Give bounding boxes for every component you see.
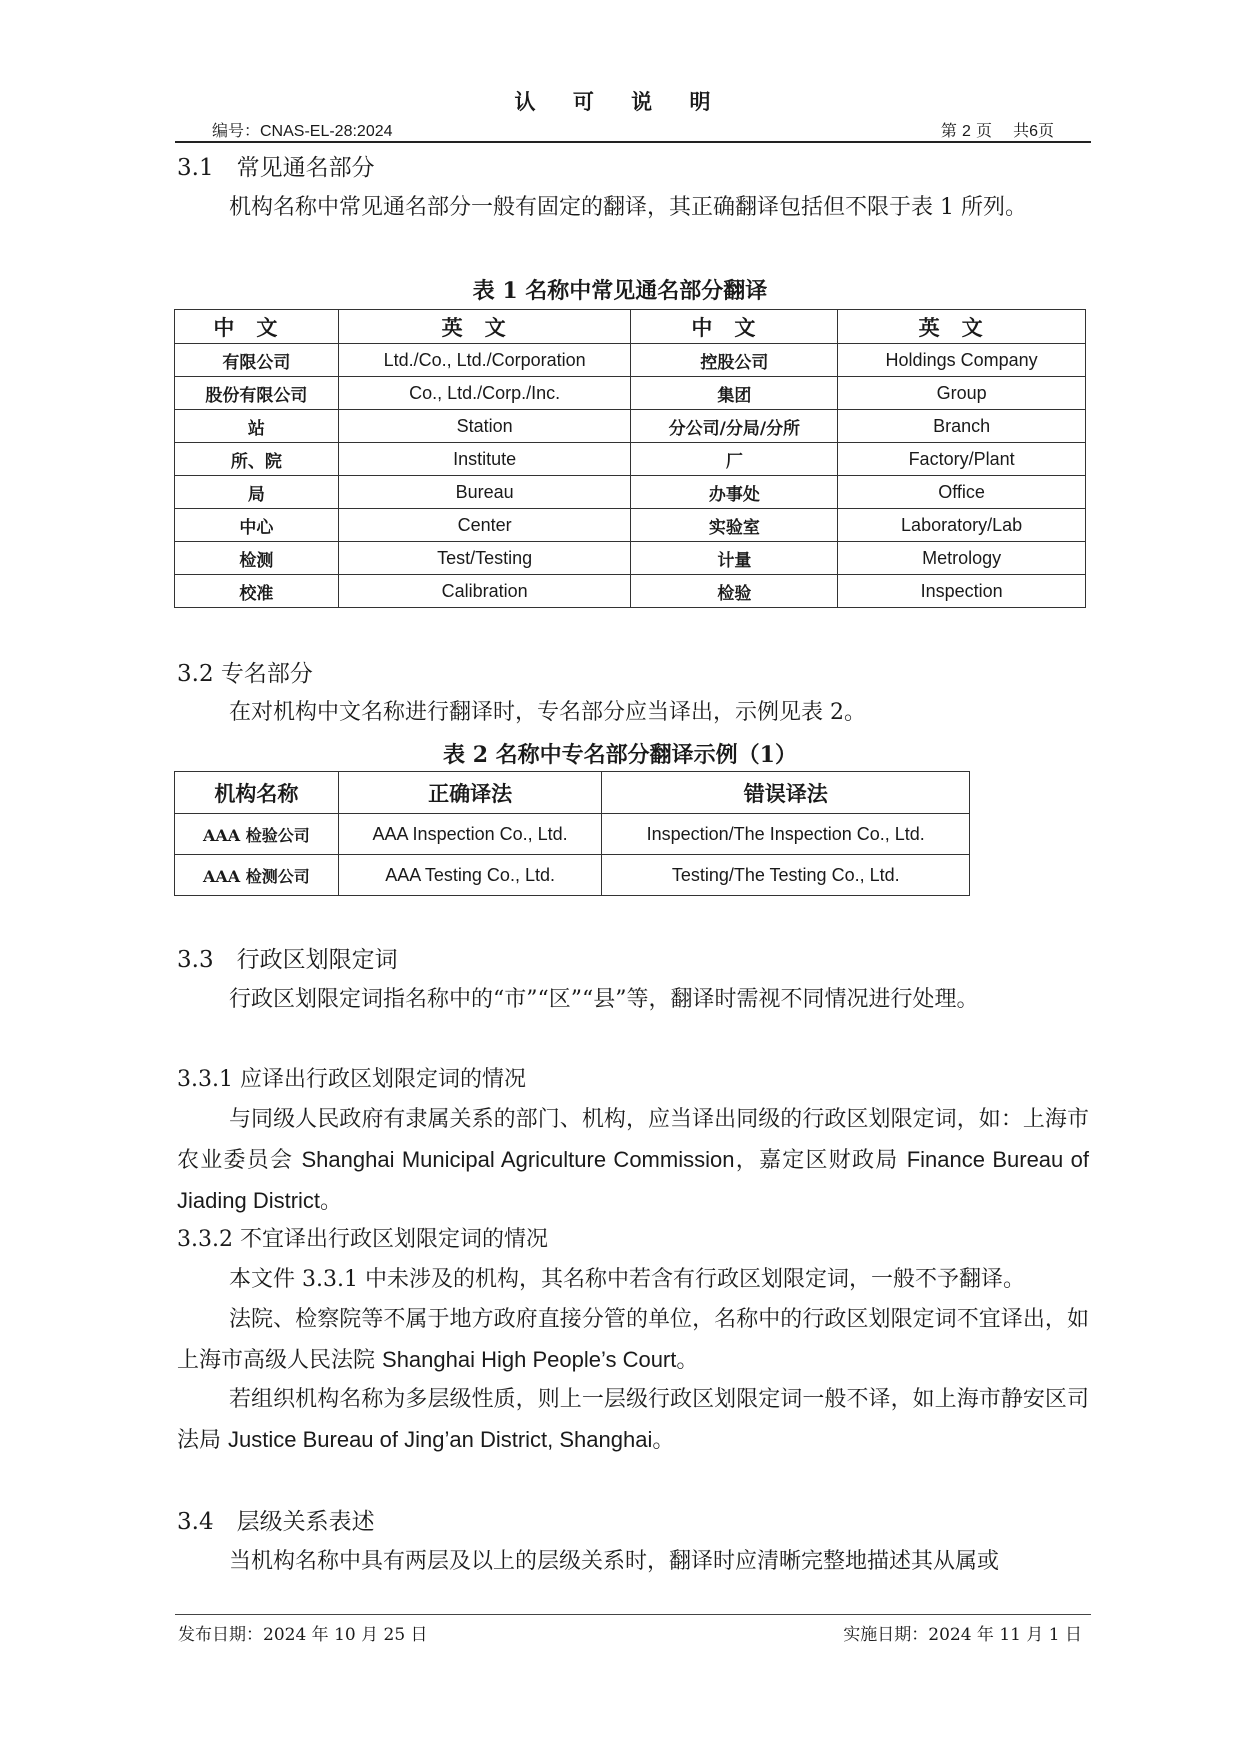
issue-date: 发布日期：2024 年 10 月 25 日 (178, 1625, 428, 1645)
table-2 (174, 771, 970, 896)
cell-chinese: 检测 (175, 542, 339, 575)
header-cell: 英文 (838, 310, 1086, 344)
page-label-mid: 页 共 (970, 121, 1030, 140)
section-3-3-1-heading: 3.3.1 应译出行政区划限定词的情况 (177, 1067, 526, 1092)
page-total: 6 (1029, 123, 1038, 140)
cell-chinese: 中心 (175, 509, 339, 542)
header-cell: 英文 (338, 310, 631, 344)
english-term: Justice Bureau of Jing’an District, Shanghai (228, 1427, 653, 1452)
cell-chinese: 局 (175, 476, 339, 509)
cell-english: Co., Ltd./Corp./Inc. (338, 377, 631, 410)
text-run: 与同级人民政府有隶属关系的部门、机构，应当译出同级的行政区划限定词，如：上海市农业委员会 (177, 1107, 1089, 1173)
header-cell: 正确译法 (338, 772, 602, 814)
cell-chinese: 有限公司 (175, 344, 339, 377)
table-row (175, 476, 1086, 509)
cell-english: Office (838, 476, 1086, 509)
text-run: 。 (676, 1348, 699, 1373)
footer-rule (175, 1614, 1091, 1615)
section-3-3-paragraph: 行政区划限定词指名称中的“市”“区”“县”等，翻译时需视不同情况进行处理。 (229, 987, 979, 1012)
section-3-4-paragraph: 当机构名称中具有两层及以上的层级关系时，翻译时应清晰完整地描述其从属或 (229, 1549, 1000, 1574)
header-cell: 中文 (631, 310, 838, 344)
table-row (175, 410, 1086, 443)
table-row (175, 377, 1086, 410)
table-2-caption: 表 2 名称中专名部分翻译示例（1） (443, 742, 797, 768)
section-3-3-2-paragraph-2 (177, 1300, 1089, 1381)
table-1-caption: 表 1 名称中常见通名部分翻译 (472, 278, 768, 304)
header-cell: 机构名称 (175, 772, 339, 814)
page-indicator (941, 118, 1054, 141)
header-cell: 错误译法 (602, 772, 970, 814)
cell-english: Group (838, 377, 1086, 410)
table-row (175, 855, 970, 896)
table-header-row (175, 310, 1086, 344)
cell-correct: AAA Testing Co., Ltd. (338, 855, 602, 896)
cell-chinese: 检验 (631, 575, 838, 608)
cell-english: Test/Testing (338, 542, 631, 575)
cell-chinese: 分公司/分局/分所 (631, 410, 838, 443)
cell-english: Center (338, 509, 631, 542)
cell-english: Branch (838, 410, 1086, 443)
section-3-3-1-paragraph (177, 1100, 1089, 1222)
cell-chinese: 计量 (631, 542, 838, 575)
cell-english: Inspection (838, 575, 1086, 608)
cell-correct: AAA Inspection Co., Ltd. (338, 814, 602, 855)
cell-organization: AAA 检测公司 (175, 855, 339, 896)
cell-english: Ltd./Co., Ltd./Corporation (338, 344, 631, 377)
effective-date: 实施日期：2024 年 11 月 1 日 (843, 1625, 1082, 1645)
document-title: 认 可 说 明 (514, 89, 726, 114)
header-cell: 中文 (175, 310, 339, 344)
table-row (175, 509, 1086, 542)
section-3-3-2-paragraph-1: 本文件 3.3.1 中未涉及的机构，其名称中若含有行政区划限定词，一般不予翻译。 (229, 1267, 1025, 1292)
cell-english: Holdings Company (838, 344, 1086, 377)
page-label-post: 页 (1037, 121, 1054, 140)
cell-chinese: 厂 (631, 443, 838, 476)
text-run: 。 (652, 1428, 675, 1453)
document-number: 编号：CNAS-EL-28:2024 (212, 123, 393, 140)
cell-chinese: 实验室 (631, 509, 838, 542)
section-3-3-heading: 3.3 行政区划限定词 (177, 947, 398, 973)
cell-english: Station (338, 410, 631, 443)
text-run: 法院、检察院等不属于地方政府直接分管的单位，名称中的行政区划限定词不宜译出，如上海市高级人民法院 (177, 1307, 1089, 1373)
table-row (175, 814, 970, 855)
cell-chinese: 所、院 (175, 443, 339, 476)
text-run: ，嘉定区财政局 (734, 1148, 899, 1173)
cell-incorrect: Inspection/The Inspection Co., Ltd. (602, 814, 970, 855)
english-term: Shanghai High People’s Court (382, 1347, 677, 1372)
text-run: 若组织机构名称为多层级性质，则上一层级行政区划限定词一般不译，如上海市静安区司法局 (177, 1387, 1089, 1453)
table-row (175, 575, 1086, 608)
cell-chinese: 控股公司 (631, 344, 838, 377)
page-label-pre: 第 (940, 121, 962, 140)
section-3-3-2-heading: 3.3.2 不宜译出行政区划限定词的情况 (177, 1227, 548, 1252)
english-term: Finance Bureau of Jiading District (177, 1147, 1089, 1213)
section-3-4-heading: 3.4 层级关系表述 (177, 1509, 375, 1535)
cell-chinese: 集团 (631, 377, 838, 410)
cell-english: Metrology (838, 542, 1086, 575)
cell-english: Factory/Plant (838, 443, 1086, 476)
section-3-3-2-paragraph-3 (177, 1380, 1089, 1461)
cell-english: Laboratory/Lab (838, 509, 1086, 542)
cell-chinese: 站 (175, 410, 339, 443)
cell-organization: AAA 检验公司 (175, 814, 339, 855)
section-3-1-heading: 3.1 常见通名部分 (177, 155, 375, 181)
section-3-2-heading: 3.2 专名部分 (177, 661, 313, 687)
table-1 (174, 309, 1086, 608)
cell-english: Bureau (338, 476, 631, 509)
cell-english: Institute (338, 443, 631, 476)
english-term: Shanghai Municipal Agriculture Commission (301, 1147, 735, 1172)
cell-chinese: 校准 (175, 575, 339, 608)
table-row (175, 542, 1086, 575)
table-header-row (175, 772, 970, 814)
header-rule (175, 141, 1091, 143)
section-3-1-paragraph: 机构名称中常见通名部分一般有固定的翻译，其正确翻译包括但不限于表 1 所列。 (229, 195, 1027, 220)
cell-chinese: 股份有限公司 (175, 377, 339, 410)
text-run: 。 (320, 1189, 343, 1214)
table-row (175, 344, 1086, 377)
page-number: 2 (961, 123, 971, 140)
cell-incorrect: Testing/The Testing Co., Ltd. (602, 855, 970, 896)
cell-chinese: 办事处 (631, 476, 838, 509)
section-3-2-paragraph: 在对机构中文名称进行翻译时，专名部分应当译出，示例见表 2。 (229, 700, 866, 725)
cell-english: Calibration (338, 575, 631, 608)
table-row (175, 443, 1086, 476)
